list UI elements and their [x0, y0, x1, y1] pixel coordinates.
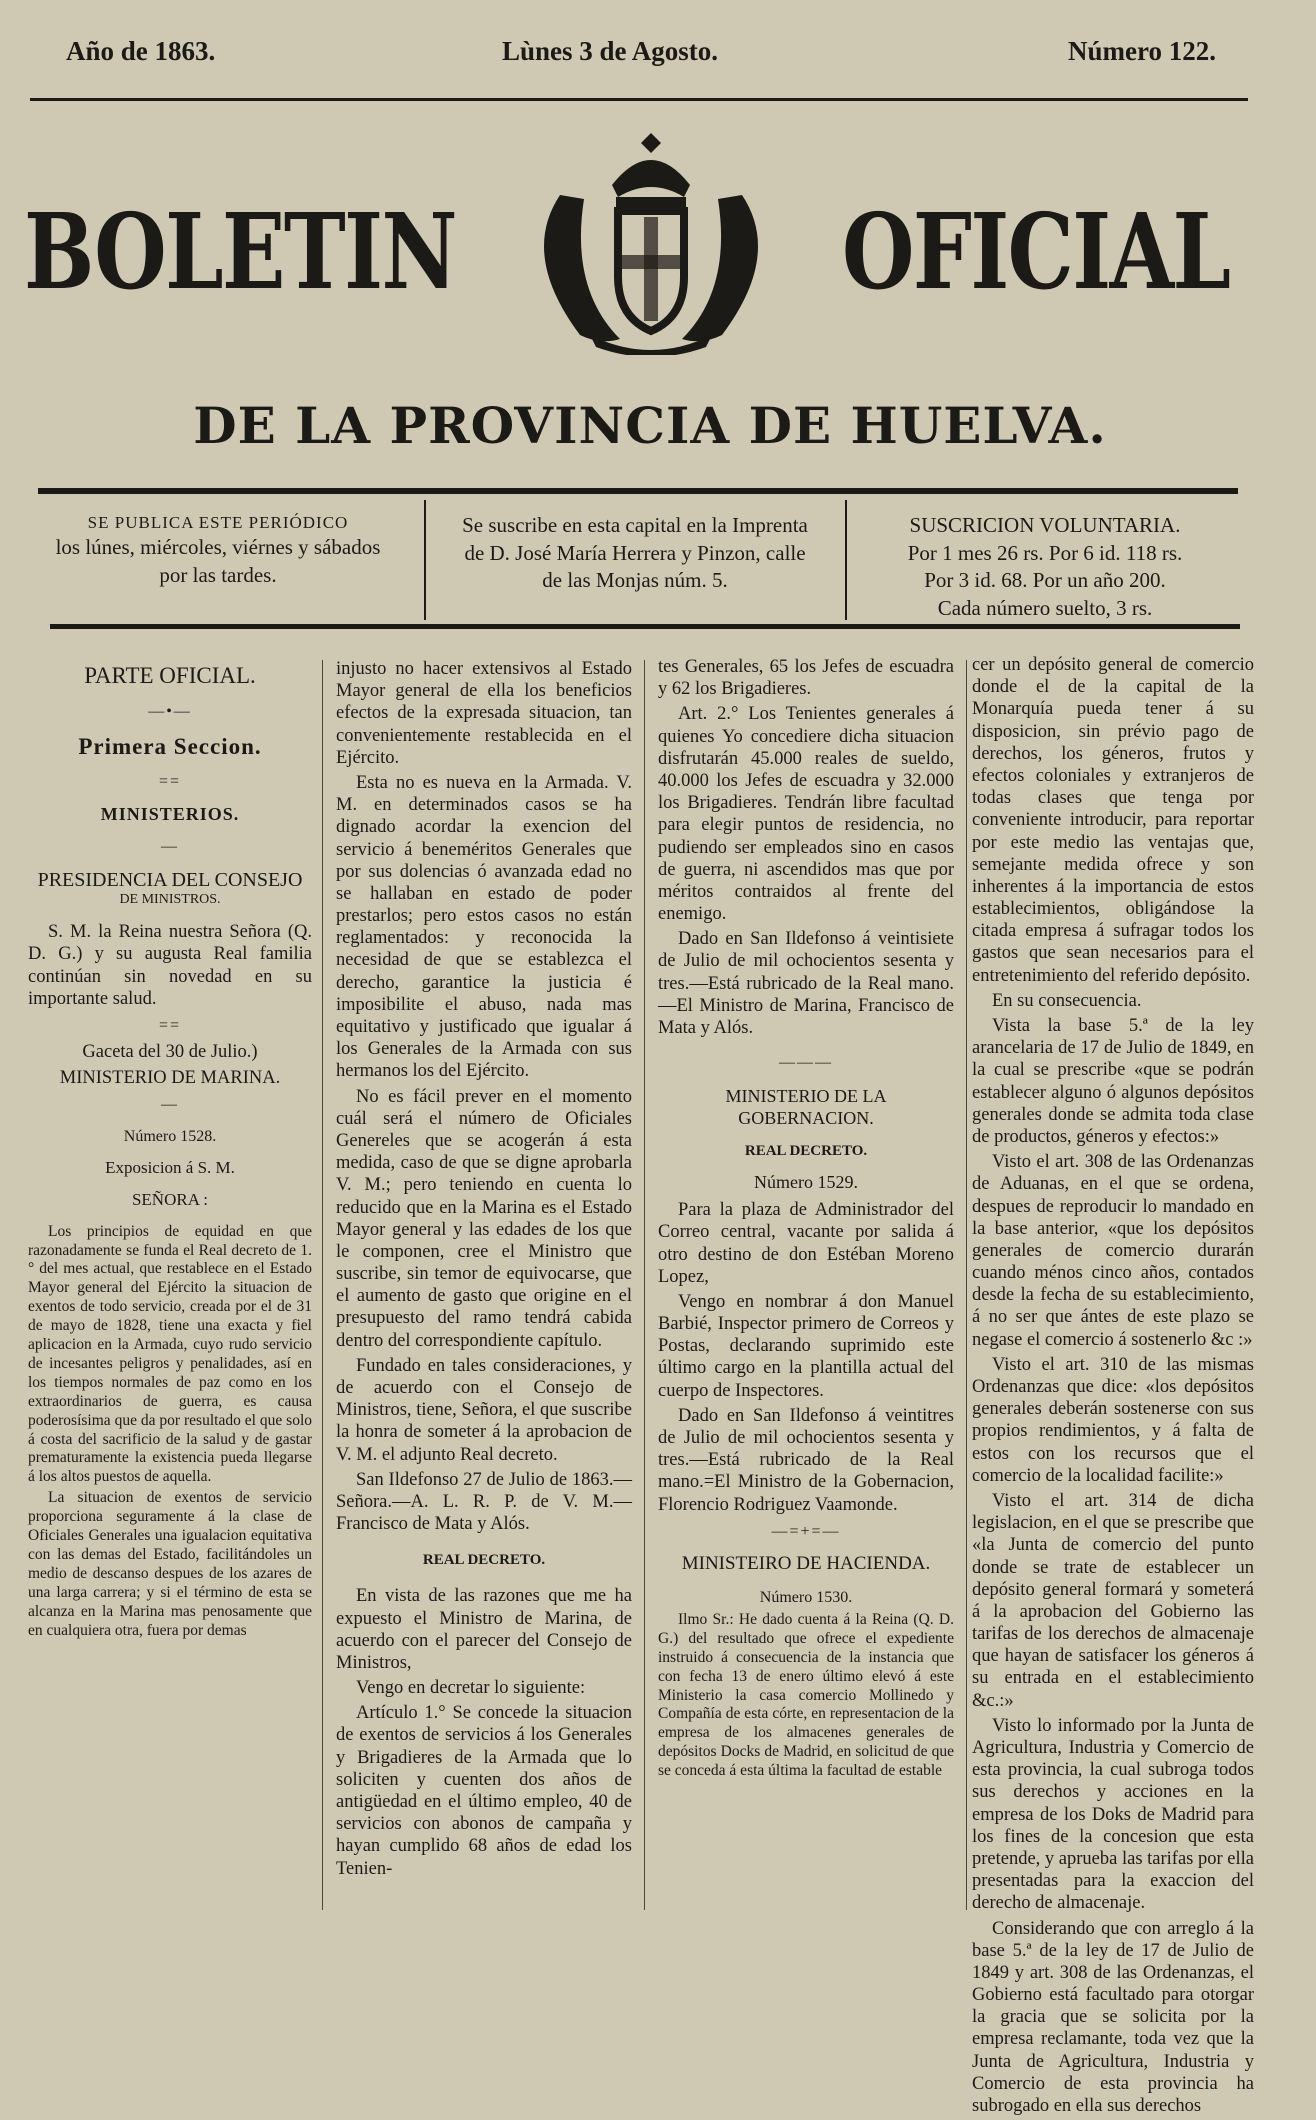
paragraph: No es fácil prever en el momento cuál será el número de Oficiales Genereles que se acogerán á esta medida, caso de que se digne aprobarla V. M.; pero teniendo en cuenta lo reducido que en la Marina es el Estado Mayor general y las edades de los que le componen, cree el Ministro que suscribe, sin temor de equivocarse, que el aumento de gasto que origine en el presupuesto del ramo tendrá cabida dentro del correspondiente capítulo.	[336, 1086, 632, 1351]
ornament-divider: ==	[158, 773, 182, 791]
ornament-divider: —	[161, 1096, 179, 1114]
subscription-single-issue: Cada número suelto, 3 rs.	[937, 596, 1153, 621]
paragraph: En su consecuencia.	[992, 990, 1142, 1011]
paragraph: Vengo en nombrar á don Manuel Barbié, Inspector primero de Correos y Postas, declarando suprimido este último cargo en la plantilla actual del cuerpo de Inspectores.	[658, 1291, 954, 1401]
paragraph: Visto el art. 310 de las mismas Ordenanzas que dice: «los depósitos generales deberán sostenerse con sus propios rendimientos, y á falta de estos con los recursos que el comercio de la localidad facilite:»	[972, 1354, 1254, 1486]
subscription-price-line2: Por 3 id. 68. Por un año 200.	[924, 568, 1166, 593]
decree-number: Número 1528.	[123, 1127, 217, 1145]
paragraph: Dado en San Ildefonso á veintisiete de Julio de mil ochocientos sesenta y tres.—Está rubricado de la Real mano.—El Ministro de Marina, Francisco de Mata y Alós.	[658, 929, 954, 1038]
decree-number: Número 1529.	[754, 1171, 858, 1192]
paragraph: La situacion de exentos de servicio proporciona seguramente á la clase de Oficiales Generales una igualacion equitativa con las demas del Estado, facilitándoles un medio de descanso despues de los azares de una larga carrera; y si el término de esta se alcanza en la Marina mas penosamente que en cualquiera otra, fuera por demas	[28, 1489, 312, 1639]
heading-ministerios: MINISTERIOS.	[100, 803, 240, 824]
paragraph: Visto el art. 314 de dicha legislacion, en el que se prescribe que «la Junta de comercio del punto donde se trate de establecer un depósito general formará y someterá á la aprobacion del Gobierno las tarifas de los derechos de almacenaje que hayan de satisfacer los géneros á su entrada en el establecimiento &c.:»	[972, 1490, 1254, 1711]
subscription-place-line1: Se suscribe en esta capital en la Imprenta	[462, 513, 808, 537]
ornament-divider: —=+=—	[771, 1522, 841, 1540]
column-4	[972, 654, 1254, 2120]
coat-of-arms-emblem	[520, 125, 782, 355]
heading-real-decreto: REAL DECRETO.	[744, 1142, 868, 1159]
subscription-prices	[850, 512, 1240, 623]
column-1	[28, 650, 312, 1643]
paragraph: Vista la base 5.ª de la ley arancelaria de 17 de Julio de 1849, en la cual se prescribe «que se podrán establecer alguno ó algunos depósitos generales donde se admita toda clase de productos, géneros y efectos:»	[972, 1016, 1254, 1147]
ornament-divider: ==	[158, 1016, 182, 1034]
paragraph: Fundado en tales consideraciones, y de acuerdo con el Consejo de Ministros, tiene, Señora, el que suscribe la honra de someter á la aprobacion de V. M. el adjunto Real decreto.	[336, 1355, 632, 1465]
heading-ministerio-gobernacion: MINISTERIO DE LA GOBERNACION.	[725, 1086, 887, 1128]
info-rule	[50, 624, 1240, 629]
subscription-place-line3: de las Monjas núm. 5.	[542, 568, 728, 593]
article-body	[658, 1611, 954, 1781]
subscription-price-line1: Por 1 mes 26 rs. Por 6 id. 118 rs.	[907, 540, 1183, 565]
column-rule-1	[322, 660, 323, 1910]
publication-info-line1: SE PUBLICA ESTE PERIÓDICO	[87, 513, 349, 532]
gaceta-reference: Gaceta del 30 de Julio.)	[82, 1042, 258, 1063]
heading-presidencia: PRESIDENCIA DEL CONSEJO	[37, 869, 303, 892]
paragraph: Vengo en decretar lo siguiente:	[356, 1678, 586, 1699]
ornament-divider: ———	[779, 1054, 833, 1072]
heading-presidencia-sub: DE MINISTROS.	[119, 892, 221, 908]
publication-info	[18, 512, 418, 590]
info-divider-1	[424, 500, 426, 620]
header-rule	[30, 98, 1248, 101]
section-parte-oficial: PARTE OFICIAL.	[84, 663, 256, 688]
column-rule-3	[966, 660, 967, 1910]
issue-year: Año de 1863.	[66, 36, 216, 66]
paragraph: S. M. la Reina nuestra Señora (Q. D. G.) y su augusta Real familia continúan sin novedad en su importante salud.	[28, 922, 312, 1009]
column-rule-2	[644, 660, 645, 1910]
paragraph: Esta no es nueva en la Armada. V. M. en determinados casos se ha dignado acordar la exencion del servicio á beneméritos Generales que por sus dolencias ó avanzada edad no se hallaban en estado de poder prestarlos; pero estos casos no están reglamentados: y reconocida la necesidad de que se establezca el derecho, garantice la justicia é imposibilite el abuso, nada mas equitativo y justificado que igualar á los Generales de la Armada con sus hermanos los del Ejército.	[336, 772, 632, 1082]
paragraph: Ilmo Sr.: He dado cuenta á la Reina (Q. D. G.) del resultado que ofrece el expediente instruido á consecuencia de la instancia que con fecha 13 de enero último elevó á este Ministerio la casa comercio Mollinedo y Compañía de esta córte, en representacion de la empresa de los almacenes generales de depósitos Docks de Madrid, en solicitud de que se conceda á esta última la facultad de estable	[658, 1610, 954, 1780]
publication-info-line2: los lúnes, miércoles, viérnes y sábados	[55, 535, 381, 560]
masthead-left: BOLETIN	[24, 190, 456, 313]
article-body	[28, 1223, 312, 1641]
publication-info-line3: por las tardes.	[159, 563, 277, 588]
section-primera: Primera Seccion.	[78, 733, 262, 759]
subscription-place-line2: de D. José María Herrera y Pinzon, calle	[464, 540, 806, 565]
paragraph: Artículo 1.° Se concede la situacion de exentos de servicios á los Generales y Brigadieres de la Armada que lo soliciten y cuenten dos años de antigüedad en el último empleo, 40 de servicios con abonos de campaña y hayan cumplido 68 años de edad los Tenien-	[336, 1703, 632, 1879]
paragraph: Visto el art. 308 de las Ordenanzas de Aduanas, en el que se ordena, despues de reproducir lo mandado en la base anterior, «que los depósitos generales de comercio durarán cuando ménos cinco años, contados desde la fecha de su establecimiento, á no ser que ántes de este plazo se negase el comercio á sostenerlo &c :»	[972, 1152, 1254, 1350]
subscription-title: SUSCRICION VOLUNTARIA.	[909, 513, 1181, 537]
paragraph: San Ildefonso 27 de Julio de 1863.—Señora.—A. L. R. P. de V. M.—Francisco de Mata y Alós.	[336, 1469, 632, 1535]
issue-header	[60, 36, 1256, 76]
subscription-place	[430, 512, 840, 595]
issue-date: Lùnes 3 de Agosto.	[502, 36, 719, 66]
heading-real-decreto: REAL DECRETO.	[422, 1552, 546, 1569]
column-3	[658, 656, 954, 1783]
paragraph: cer un depósito general de comercio donde el de la capital de la Monarquía pueda tener á su disposicion, sin prévio pago de derechos, los géneros, frutos y efectos coloniales y extranjeros de todas clases que tenga por conveniente introducir, para reportar por este medio las ventajas que, semejante medida ofrece y son inherentes á la importancia de estos establecimientos, obligándose la citada empresa á sufragar todos los gastos que sean necesarios para el entretenimiento del referido depósito.	[972, 655, 1254, 986]
paragraph: injusto no hacer extensivos al Estado Mayor general de ella los beneficios efectos de la expresada situacion, tan convenientemente restablecida en el Ejército.	[336, 659, 632, 768]
decree-number: Número 1530.	[759, 1588, 853, 1606]
paragraph: tes Generales, 65 los Jefes de escuadra y 62 los Brigadieres.	[658, 657, 954, 700]
heading-ministerio-hacienda: MINISTEIRO DE HACIENDA.	[681, 1552, 931, 1574]
masthead-rule	[38, 488, 1238, 494]
paragraph: Para la plaza de Administrador del Correo central, vacante por salida á otro destino de don Estéban Moreno Lopez,	[658, 1200, 954, 1287]
paragraph: Art. 2.° Los Tenientes generales á quienes Yo concediere dicha situacion disfrutarán 45.000 reales de sueldo, 40.000 los Jefes de escuadra y 32.000 los Brigadieres. Tendrán libre facultad para elegir puntos de residencia, no pudiendo ser empleados sino en casos de guerra, ni ascendidos mas que por méritos contraidos al frente del enemigo.	[658, 704, 954, 925]
issue-number: Número 122.	[1068, 36, 1216, 66]
masthead-right: OFICIAL	[842, 190, 1230, 313]
paragraph: Considerando que con arreglo á la base 5.ª de la ley de 17 de Julio de 1849 y art. 308 de las Ordenanzas, el Gobierno está facultado para otorgar la gracia que se solicita por la empresa reclamante, toda vez que la Junta de Agricultura, Industria y Comercio de esta provincia ha subrogado en ella sus derechos	[972, 1918, 1254, 2116]
info-divider-2	[845, 500, 847, 620]
column-2	[336, 658, 632, 1883]
ornament-divider: —	[161, 838, 179, 856]
paragraph: Los principios de equidad en que razonadamente se funda el Real decreto de 1.° del mes actual, que restablece en el Estado Mayor general del Ejército la situacion de exentos de todo servicio, creada por el de 31 de mayo de 1828, tiene una exacta y fiel aplicacion en la Armada, cuyo rudo servicio de incesantes peligros y penalidades, así en los tiempos normales de paz como en los extraordinarios de guerra, es causa poderosísima que da por resultado el que solo á costa del sacrificio de la salud y de gastar prematuramente la existencia pueda llegarse á los altos puestos de aquella.	[28, 1222, 312, 1486]
heading-ministerio-marina: MINISTERIO DE MARINA.	[59, 1068, 281, 1089]
heading-exposicion: Exposicion á S. M.	[105, 1157, 235, 1177]
paragraph: En vista de las razones que me ha expuesto el Ministro de Marina, de acuerdo con el parecer del Consejo de Ministros,	[336, 1586, 632, 1673]
paragraph: Visto lo informado por la Junta de Agricultura, Industria y Comercio de esta provincia, la cual subroga todos sus derechos y acciones en la empresa de los Doks de Madrid para los fines de la concesion que esta pretende, y aprueba las tarifas por ella presentadas para la exaccion del derecho de almacenaje.	[972, 1715, 1254, 1914]
paragraph: Dado en San Ildefonso á veintitres de Julio de mil ochocientos sesenta y tres.—Está rubricado de la Real mano.=El Ministro de la Gobernacion, Florencio Rodriguez Vaamonde.	[658, 1405, 954, 1515]
salutation: SEÑORA :	[131, 1190, 209, 1210]
masthead-subtitle: DE LA PROVINCIA DE HUELVA.	[193, 396, 1107, 455]
ornament-divider: ―•―	[148, 702, 192, 720]
